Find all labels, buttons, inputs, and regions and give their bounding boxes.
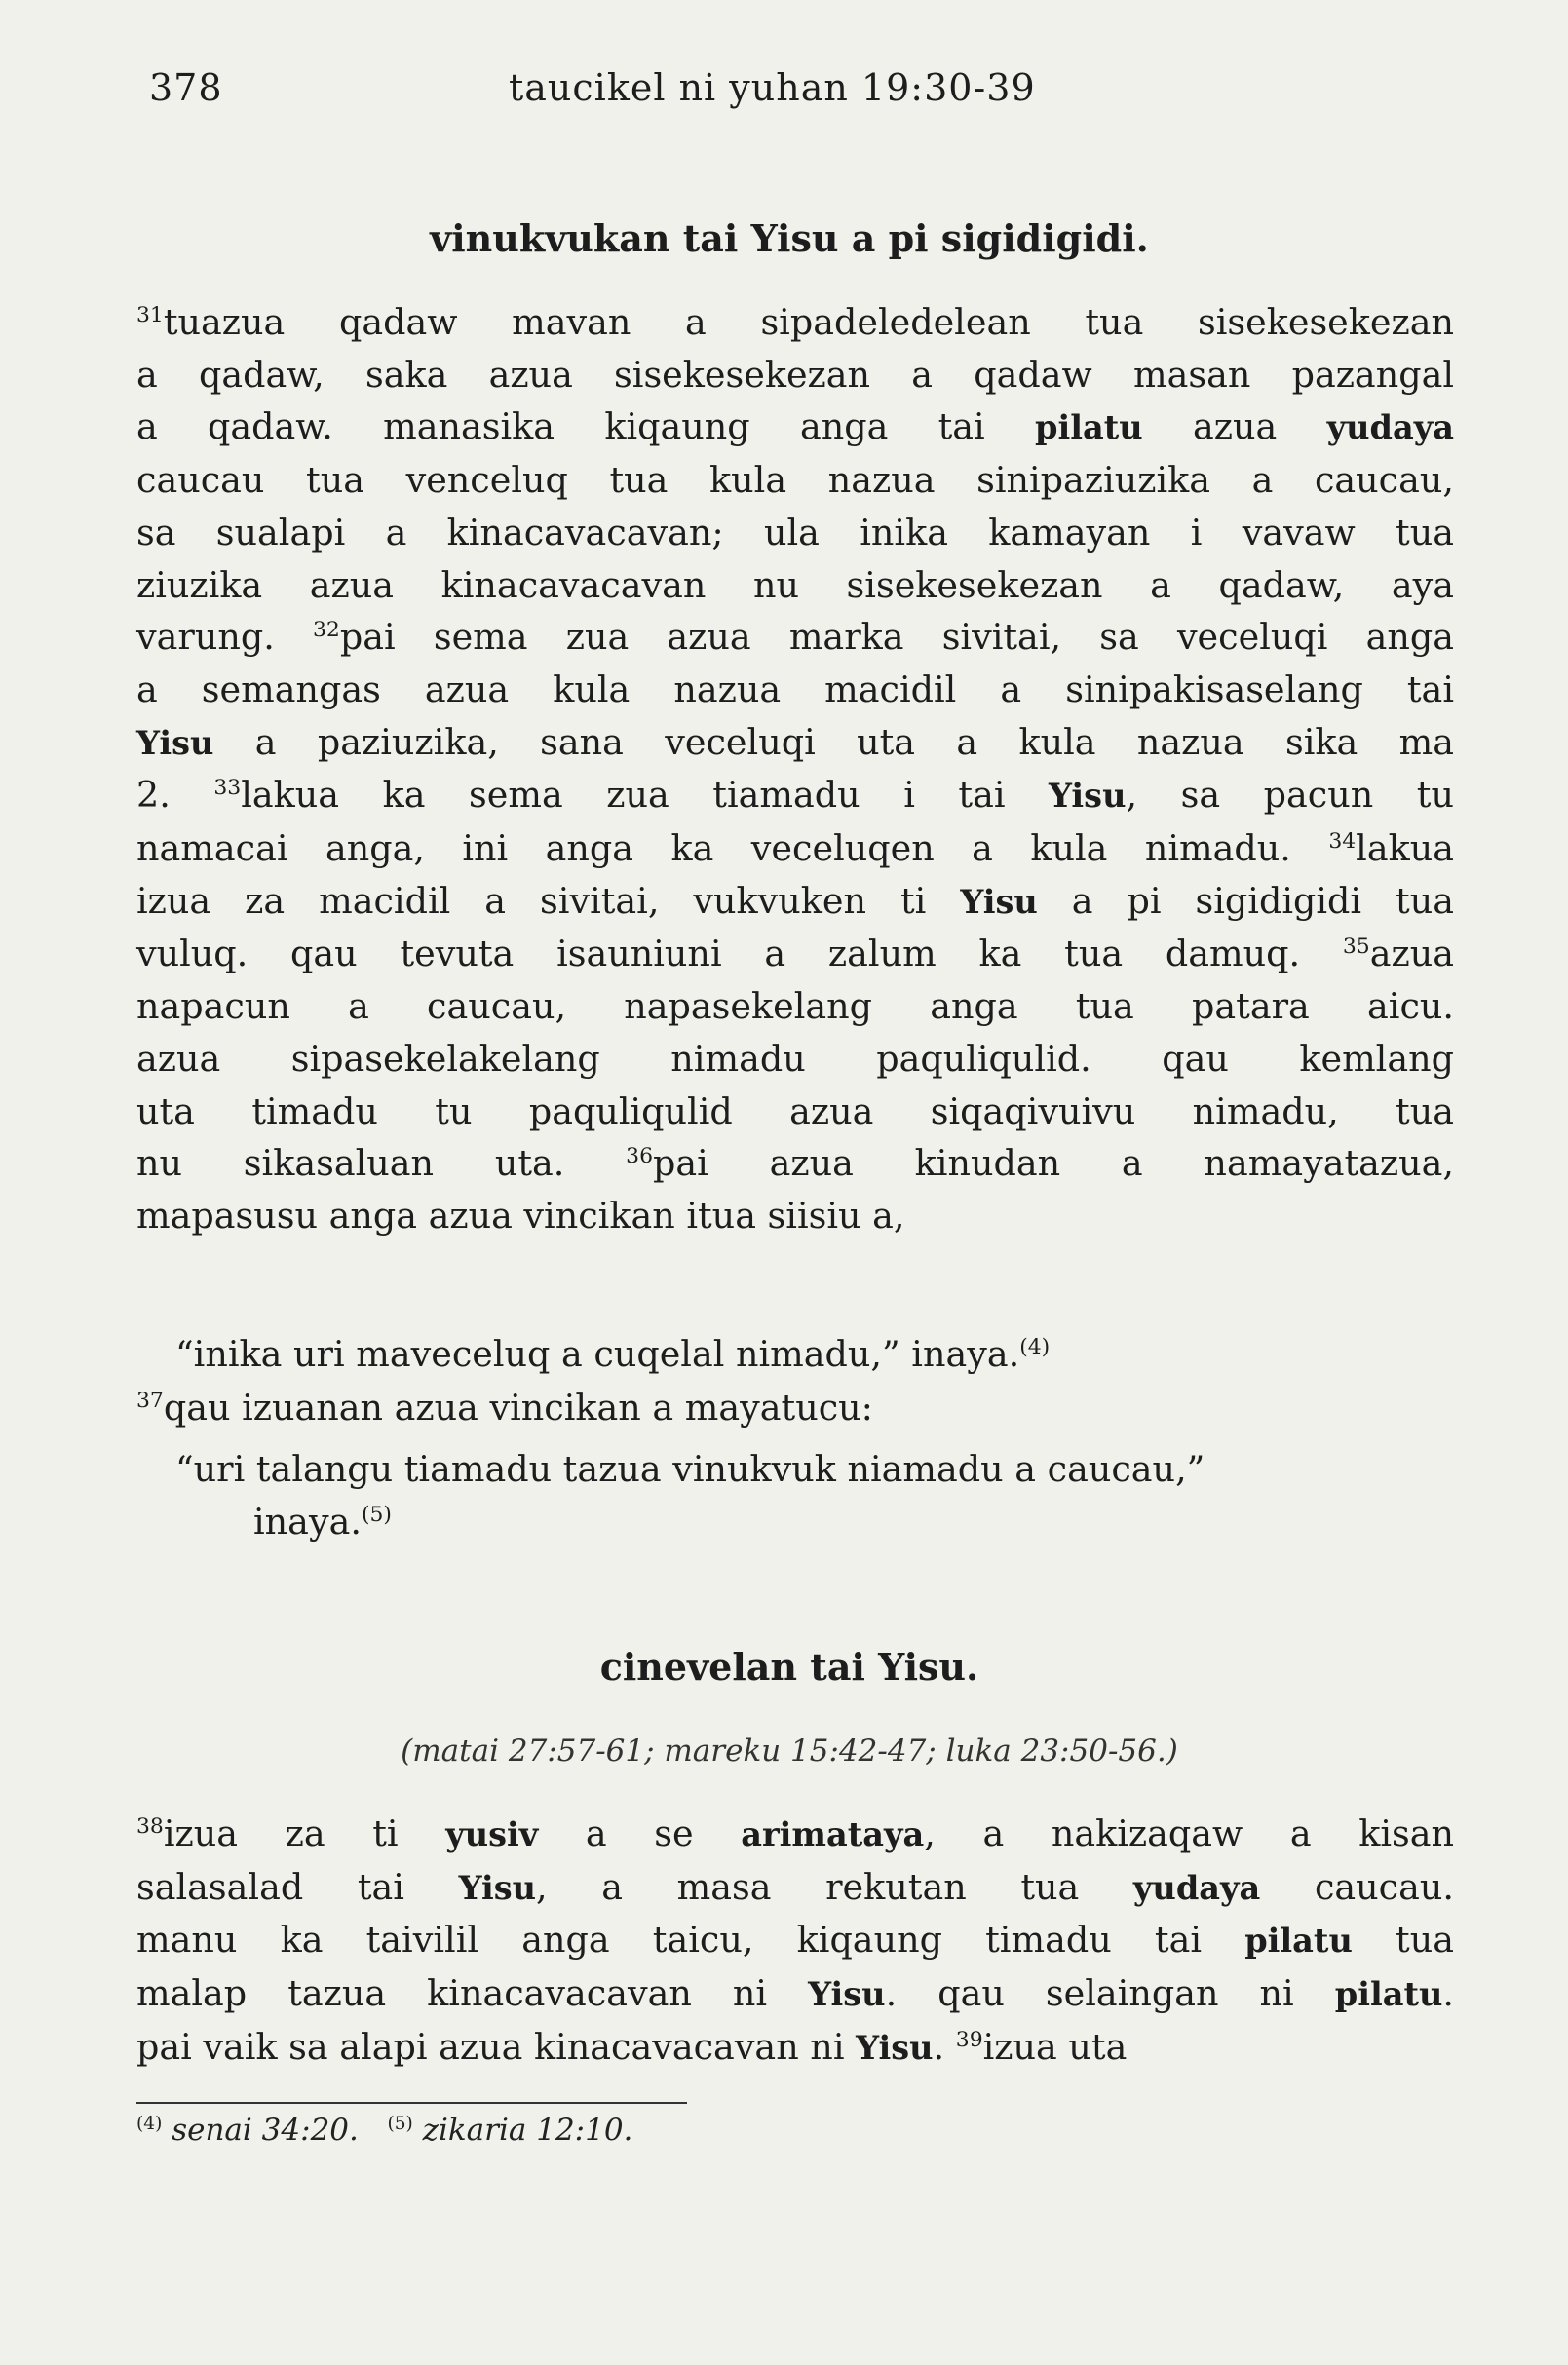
quote-2-line-2 [253, 1496, 392, 1548]
line-text: azua sipasekelakelang nimadu paquliqulid. qau kemlang [136, 1037, 1454, 1080]
line-text: . qau selaingan ni [885, 1972, 1335, 2015]
text-line [136, 401, 1454, 454]
text-line [136, 507, 1454, 559]
quote-1-text: “inika uri maveceluq a cuqelal nimadu,” inaya. [175, 1333, 1020, 1375]
proper-name: pilatu [1334, 1974, 1443, 2014]
line-text: a qadaw. manasika kiqaung anga tai [136, 405, 1036, 448]
footnotes [136, 2113, 632, 2148]
line-text: lakua ka sema zua tiamadu i tai [241, 774, 1050, 817]
line-text: uta timadu tu paquliqulid azua siqaqivuivu nimadu, tua [136, 1089, 1454, 1132]
line-text: . [933, 2025, 956, 2068]
proper-name: Yisu [960, 881, 1038, 921]
line-text: azua [1142, 405, 1327, 448]
line-text: tuazua qadaw mavan a sipadeledelean tua sisekesekezan [163, 301, 1454, 343]
text-line [136, 2021, 1454, 2075]
line-text: ziuzika azua kinacavacavan nu sisekesekezan a qadaw, aya [136, 563, 1454, 606]
footnote-divider [136, 2102, 687, 2104]
verse-number: 36 [626, 1144, 654, 1169]
parallel-references: (matai 27:57-61; mareku 15:42-47; luka 23:50-56.) [401, 1734, 1178, 1769]
line-text: a qadaw, saka azua sisekesekezan a qadaw masan pazangal [136, 353, 1454, 396]
text-line [136, 1914, 1454, 1967]
proper-name: pilatu [1244, 1921, 1353, 1961]
running-title: taucikel ni yuhan 19:30-39 [509, 66, 1036, 109]
page-number: 378 [149, 66, 223, 109]
footnote-ref: senai 34:20. [172, 2113, 359, 2148]
line-text: 2. [136, 774, 214, 817]
text-line [136, 875, 1454, 929]
line-text: salasalad tai [136, 1865, 459, 1908]
verse-number: 35 [1342, 935, 1370, 960]
verse-37-text: qau izuanan azua vincikan a mayatucu: [163, 1387, 873, 1429]
text-line [136, 611, 1454, 664]
text-line [136, 1967, 1454, 2021]
verse-number: 34 [1328, 828, 1357, 854]
text-line [136, 928, 1454, 980]
line-text: . [1442, 1972, 1454, 2015]
text-line [136, 1861, 1454, 1915]
line-text: izua za macidil a sivitai, vukvuken ti [136, 879, 961, 922]
verse-number: 33 [213, 776, 242, 801]
line-text: a paziuzika, sana veceluqi uta a kula nazua sika ma [213, 720, 1454, 763]
proper-name: Yisu [808, 1974, 886, 2014]
text-line [136, 454, 1454, 507]
line-text: pai vaik sa alapi azua kinacavacavan ni [136, 2025, 857, 2068]
line-text: tua [1352, 1919, 1454, 1962]
proper-name: Yisu [136, 722, 214, 762]
line-text: , a nakizaqaw a kisan [924, 1812, 1455, 1854]
text-line [136, 822, 1454, 875]
text-line [136, 980, 1454, 1033]
proper-name: Yisu [458, 1867, 537, 1907]
text-line [136, 349, 1454, 401]
line-text: a semangas azua kula nazua macidil a sinipakisaselang tai [136, 668, 1454, 710]
verse-number-37: 37 [136, 1388, 164, 1413]
verse-number: 31 [136, 302, 164, 327]
quote-2-line-1: “uri talangu tiamadu tazua vinukvuk niamadu a caucau,” [175, 1448, 1205, 1490]
footnote-mark: (4) [136, 2113, 163, 2134]
line-text: izua uta [982, 2025, 1128, 2068]
proper-name: pilatu [1035, 407, 1143, 447]
line-text: vuluq. qau tevuta isauniuni a zalum ka tua damuq. [136, 933, 1343, 975]
footnote-mark: (5) [387, 2113, 413, 2134]
text-line [136, 1033, 1454, 1086]
line-text: lakua [1356, 827, 1454, 870]
line-text: caucau. [1260, 1865, 1454, 1908]
quote-1 [175, 1328, 1050, 1381]
section-heading-1: vinukvukan tai Yisu a pi sigidigidi. [430, 216, 1149, 260]
line-text: , sa pacun tu [1126, 774, 1454, 817]
proper-name: Yisu [856, 2027, 934, 2067]
proper-name: yudaya [1326, 407, 1454, 447]
line-text: manu ka taivilil anga taicu, kiqaung timadu tai [136, 1919, 1245, 1962]
paragraph-1 [136, 296, 1454, 1242]
text-line [136, 559, 1454, 612]
proper-name: arimataya [741, 1814, 925, 1853]
section-heading-2: cinevelan tai Yisu. [599, 1645, 979, 1689]
verse-number: 38 [136, 1813, 164, 1839]
line-text: varung. [136, 616, 313, 659]
verse-number: 32 [313, 618, 340, 643]
proper-name: yudaya [1132, 1867, 1261, 1907]
line-text: caucau tua venceluq tua kula nazua sinipaziuzika a caucau, [136, 459, 1454, 502]
line-text: napacun a caucau, napasekelang anga tua patara aicu. [136, 985, 1454, 1028]
paragraph-2 [136, 1808, 1454, 2075]
text-line [136, 1808, 1454, 1861]
line-text: a pi sigidigidi tua [1037, 879, 1454, 922]
proper-name: yusiv [445, 1814, 539, 1853]
line-text: malap tazua kinacavacavan ni [136, 1972, 809, 2015]
text-line [136, 1190, 1454, 1242]
line-text: izua za ti [163, 1812, 446, 1854]
proper-name: Yisu [1049, 776, 1127, 816]
line-text: azua [1369, 933, 1454, 975]
text-line [136, 1137, 1454, 1190]
text-line [136, 664, 1454, 716]
line-text: pai azua kinudan a namayatazua, [653, 1142, 1454, 1185]
line-text: namacai anga, ini anga ka veceluqen a kula nimadu. [136, 827, 1329, 870]
line-text: mapasusu anga azua vincikan itua siisiu a, [136, 1194, 905, 1237]
footnote-mark-5: (5) [361, 1502, 392, 1527]
footnote-ref: zikaria 12:10. [422, 2113, 633, 2148]
verse-number: 39 [955, 2027, 983, 2052]
line-text: pai sema zua azua marka sivitai, sa veceluqi anga [339, 616, 1454, 659]
text-line [136, 296, 1454, 349]
line-text: a se [538, 1812, 742, 1854]
line-text: nu sikasaluan uta. [136, 1142, 627, 1185]
line-text: sa sualapi a kinacavacavan; ula inika kamayan i vavaw tua [136, 511, 1454, 553]
quote-2-text: inaya. [253, 1501, 362, 1543]
verse-37 [136, 1382, 873, 1434]
footnote-mark-4: (4) [1019, 1334, 1051, 1359]
text-line [136, 769, 1454, 822]
text-line [136, 1086, 1454, 1138]
text-line [136, 716, 1454, 770]
line-text: , a masa rekutan tua [536, 1865, 1133, 1908]
